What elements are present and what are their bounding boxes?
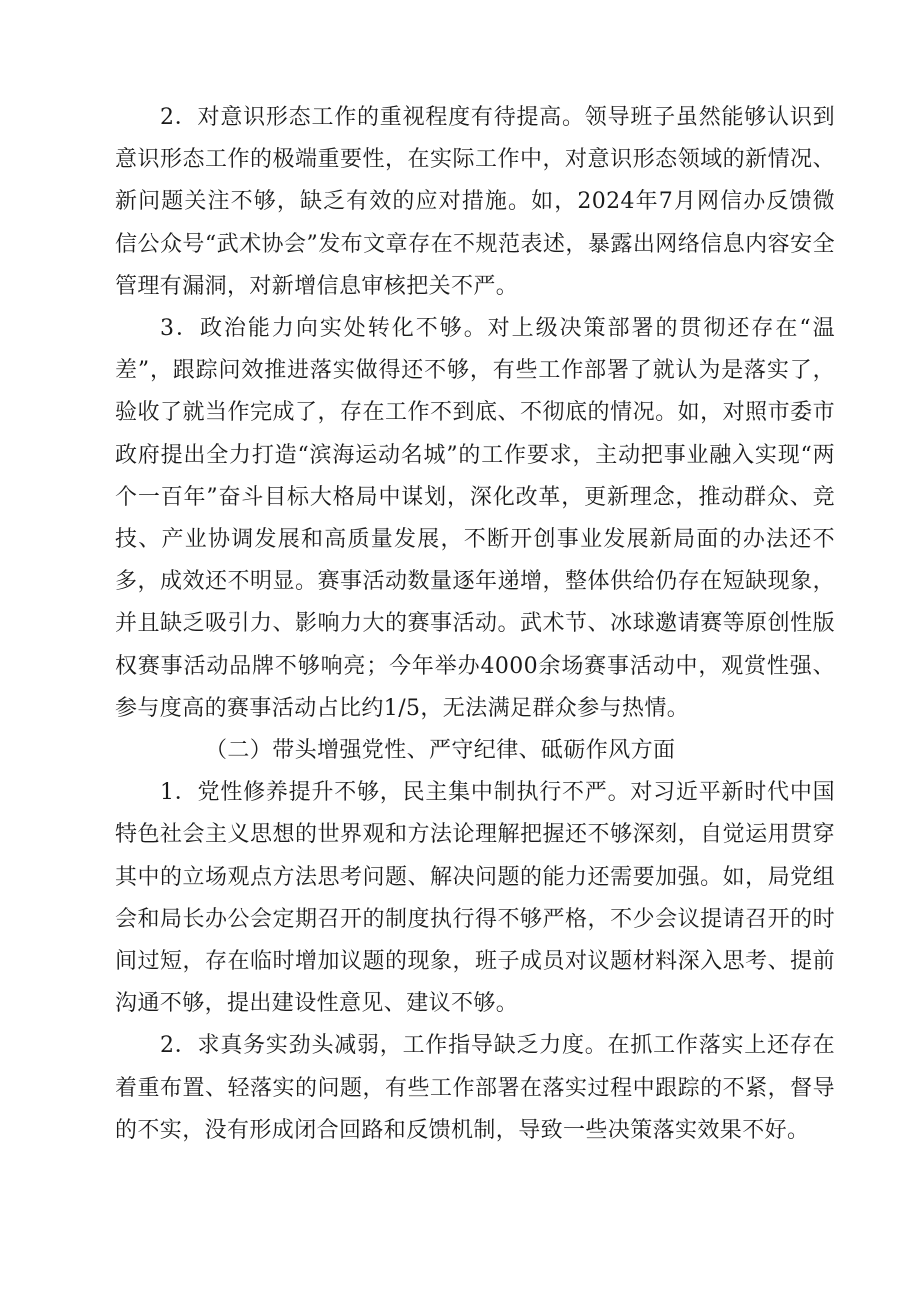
- paragraph-political-capacity: 3．政治能力向实处转化不够。对上级决策部署的贯彻还存在“温差”，跟踪问效推进落实做得还不够，有些工作部署了就认为是落实了，验收了就当作完成了，存在工作不到底、不彻底的情况。如，对照市委市政府提出全力打造“滨海运动名城”的工作要求，主动把事业融入实现“两个一百年”奋斗目标大格局中谋划，深化改革，更新理念，推动群众、竞技、产业协调发展和高质量发展，不断开创事业发展新局面的办法还不多，成效还不明显。赛事活动数量逐年递增，整体供给仍存在短缺现象，并且缺乏吸引力、影响力大的赛事活动。武术节、冰球邀请赛等原创性版权赛事活动品牌不够响亮；今年举办4000余场赛事活动中，观赏性强、参与度高的赛事活动占比约1/5，无法满足群众参与热情。: [115, 316, 835, 721]
- paragraph-party-spirit: 1．党性修养提升不够，民主集中制执行不严。对习近平新时代中国特色社会主义思想的世界观和方法论理解把握还不够深刻，自觉运用贯穿其中的立场观点方法思考问题、解决问题的能力还需要加强。如，局党组会和局长办公会定期召开的制度执行得不够严格，不少会议提请召开的时间过短，存在临时增加议题的现象，班子成员对议题材料深入思考、提前沟通不够，提出建设性意见、建议不够。: [115, 780, 835, 1017]
- paragraph-pragmatic-work: 2．求真务实劲头减弱，工作指导缺乏力度。在抓工作落实上还存在着重布置、轻落实的问题，有些工作部署在落实过程中跟踪的不紧，督导的不实，没有形成闭合回路和反馈机制，导致一些决策落实效果不好。: [115, 1033, 835, 1143]
- document-page: [115, 97, 835, 1152]
- paragraph-ideology-work: 2．对意识形态工作的重视程度有待提高。领导班子虽然能够认识到意识形态工作的极端重要性，在实际工作中，对意识形态领域的新情况、新问题关注不够，缺乏有效的应对措施。如，2024年7月网信办反馈微信公众号“武术协会”发布文章存在不规范表述，暴露出网络信息内容安全管理有漏洞，对新增信息审核把关不严。: [115, 105, 835, 299]
- section-heading: [115, 730, 835, 772]
- section-heading-text: （二）带头增强党性、严守纪律、砥砺作风方面: [205, 738, 676, 764]
